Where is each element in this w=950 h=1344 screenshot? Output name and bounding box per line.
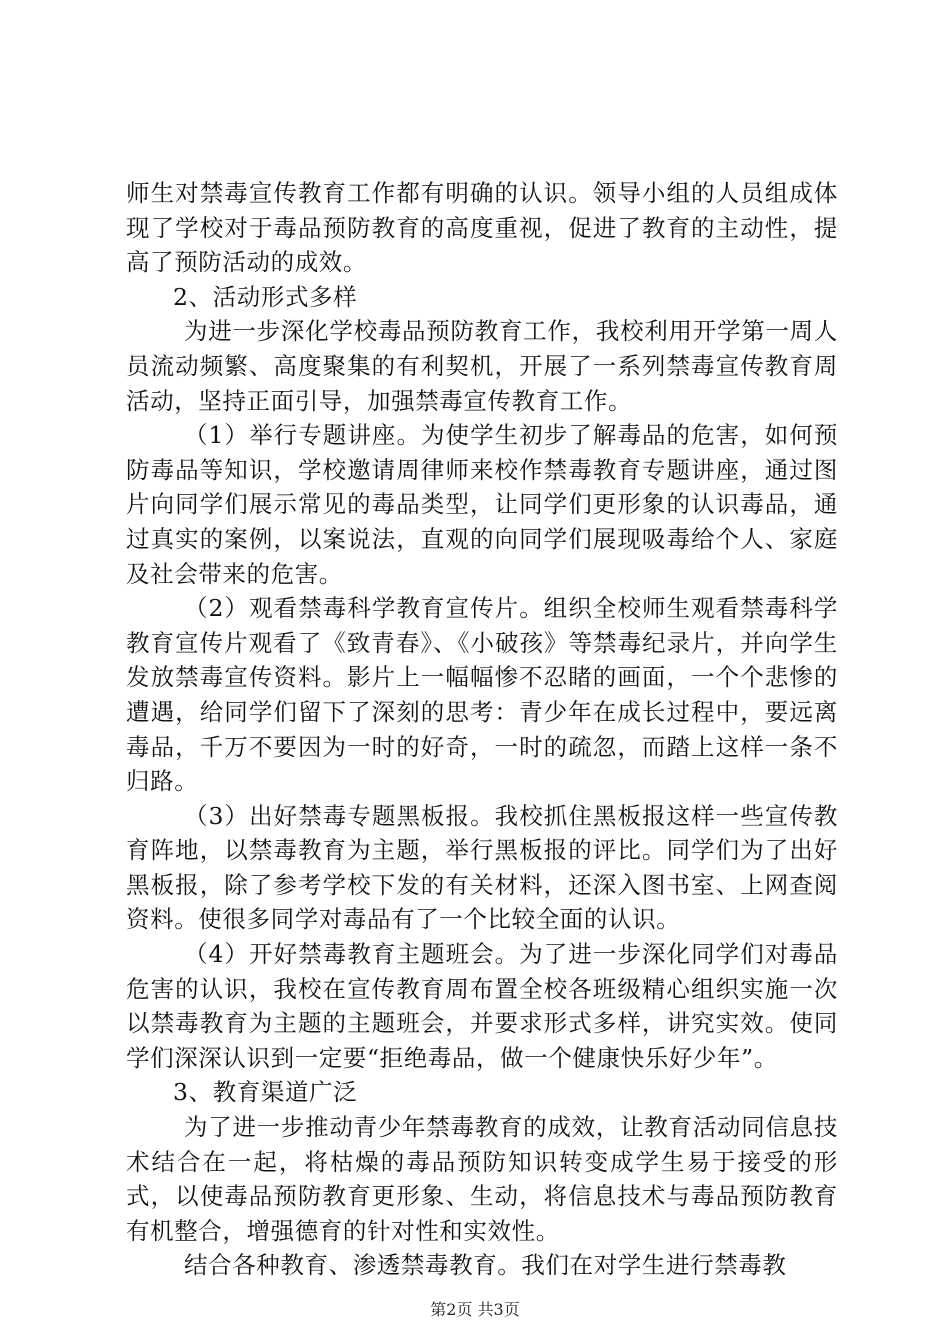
document-body bbox=[126, 176, 838, 1283]
list-item-blackboard: （3）出好禁毒专题黑板报。我校抓住黑板报这样一些宣传教育阵地，以禁毒教育为主题，举行黑板报的评比。同学们为了出好黑板报，除了参考学校下发的有关材料，还深入图书室、上网查阅资料。使很多同学对毒品有了一个比较全面的认识。 bbox=[126, 801, 838, 934]
paragraph-combined-education: 结合各种教育、渗透禁毒教育。我们在对学生进行禁毒教 bbox=[184, 1251, 787, 1280]
section-heading-activity-forms: 2、活动形式多样 bbox=[173, 282, 358, 311]
paragraph-it-integration: 为了进一步推动青少年禁毒教育的成效，让教育活动同信息技术结合在一起，将枯燥的毒品预防知识转变成学生易于接受的形式，以使毒品预防教育更形象、生动，将信息技术与毒品预防教育有机整合，增强德育的针对性和实效性。 bbox=[126, 1113, 838, 1245]
section-heading-education-channels: 3、教育渠道广泛 bbox=[173, 1078, 358, 1107]
list-item-class-meeting: （4）开好禁毒教育主题班会。为了进一步深化同学们对毒品危害的认识，我校在宣传教育周布置全校各班级精心组织实施一次以禁毒教育为主题的主题班会，并要求形式多样，讲究实效。使同学们深深认识到一定要“拒绝毒品，做一个健康快乐好少年”。 bbox=[126, 940, 838, 1072]
paragraph-intro-activities: 为进一步深化学校毒品预防教育工作，我校利用开学第一周人员流动频繁、高度聚集的有利契机，开展了一系列禁毒宣传教育周活动，坚持正面引导，加强禁毒宣传教育工作。 bbox=[126, 317, 838, 415]
page-footer bbox=[0, 1300, 950, 1320]
list-item-lecture: （1）举行专题讲座。为使学生初步了解毒品的危害，如何预防毒品等知识，学校邀请周律师来校作禁毒教育专题讲座，通过图片向同学们展示常见的毒品类型，让同学们更形象的认识毒品，通过真实的案例，以案说法，直观的向同学们展现吸毒给个人、家庭及社会带来的危害。 bbox=[126, 421, 838, 588]
list-item-film: （2）观看禁毒科学教育宣传片。组织全校师生观看禁毒科学教育宣传片观看了《致青春》、《小破孩》等禁毒纪录片，并向学生发放禁毒宣传资料。影片上一幅幅惨不忍睹的画面，一个个悲惨的遭遇，给同学们留下了深刻的思考：青少年在成长过程中，要远离毒品，千万不要因为一时的好奇，一时的疏忽，而踏上这样一条不归路。 bbox=[126, 594, 838, 796]
paragraph-continuation: 师生对禁毒宣传教育工作都有明确的认识。领导小组的人员组成体现了学校对于毒品预防教育的高度重视，促进了教育的主动性，提高了预防活动的成效。 bbox=[126, 179, 838, 277]
page-number-label: 第2页 共3页 bbox=[430, 1300, 520, 1319]
